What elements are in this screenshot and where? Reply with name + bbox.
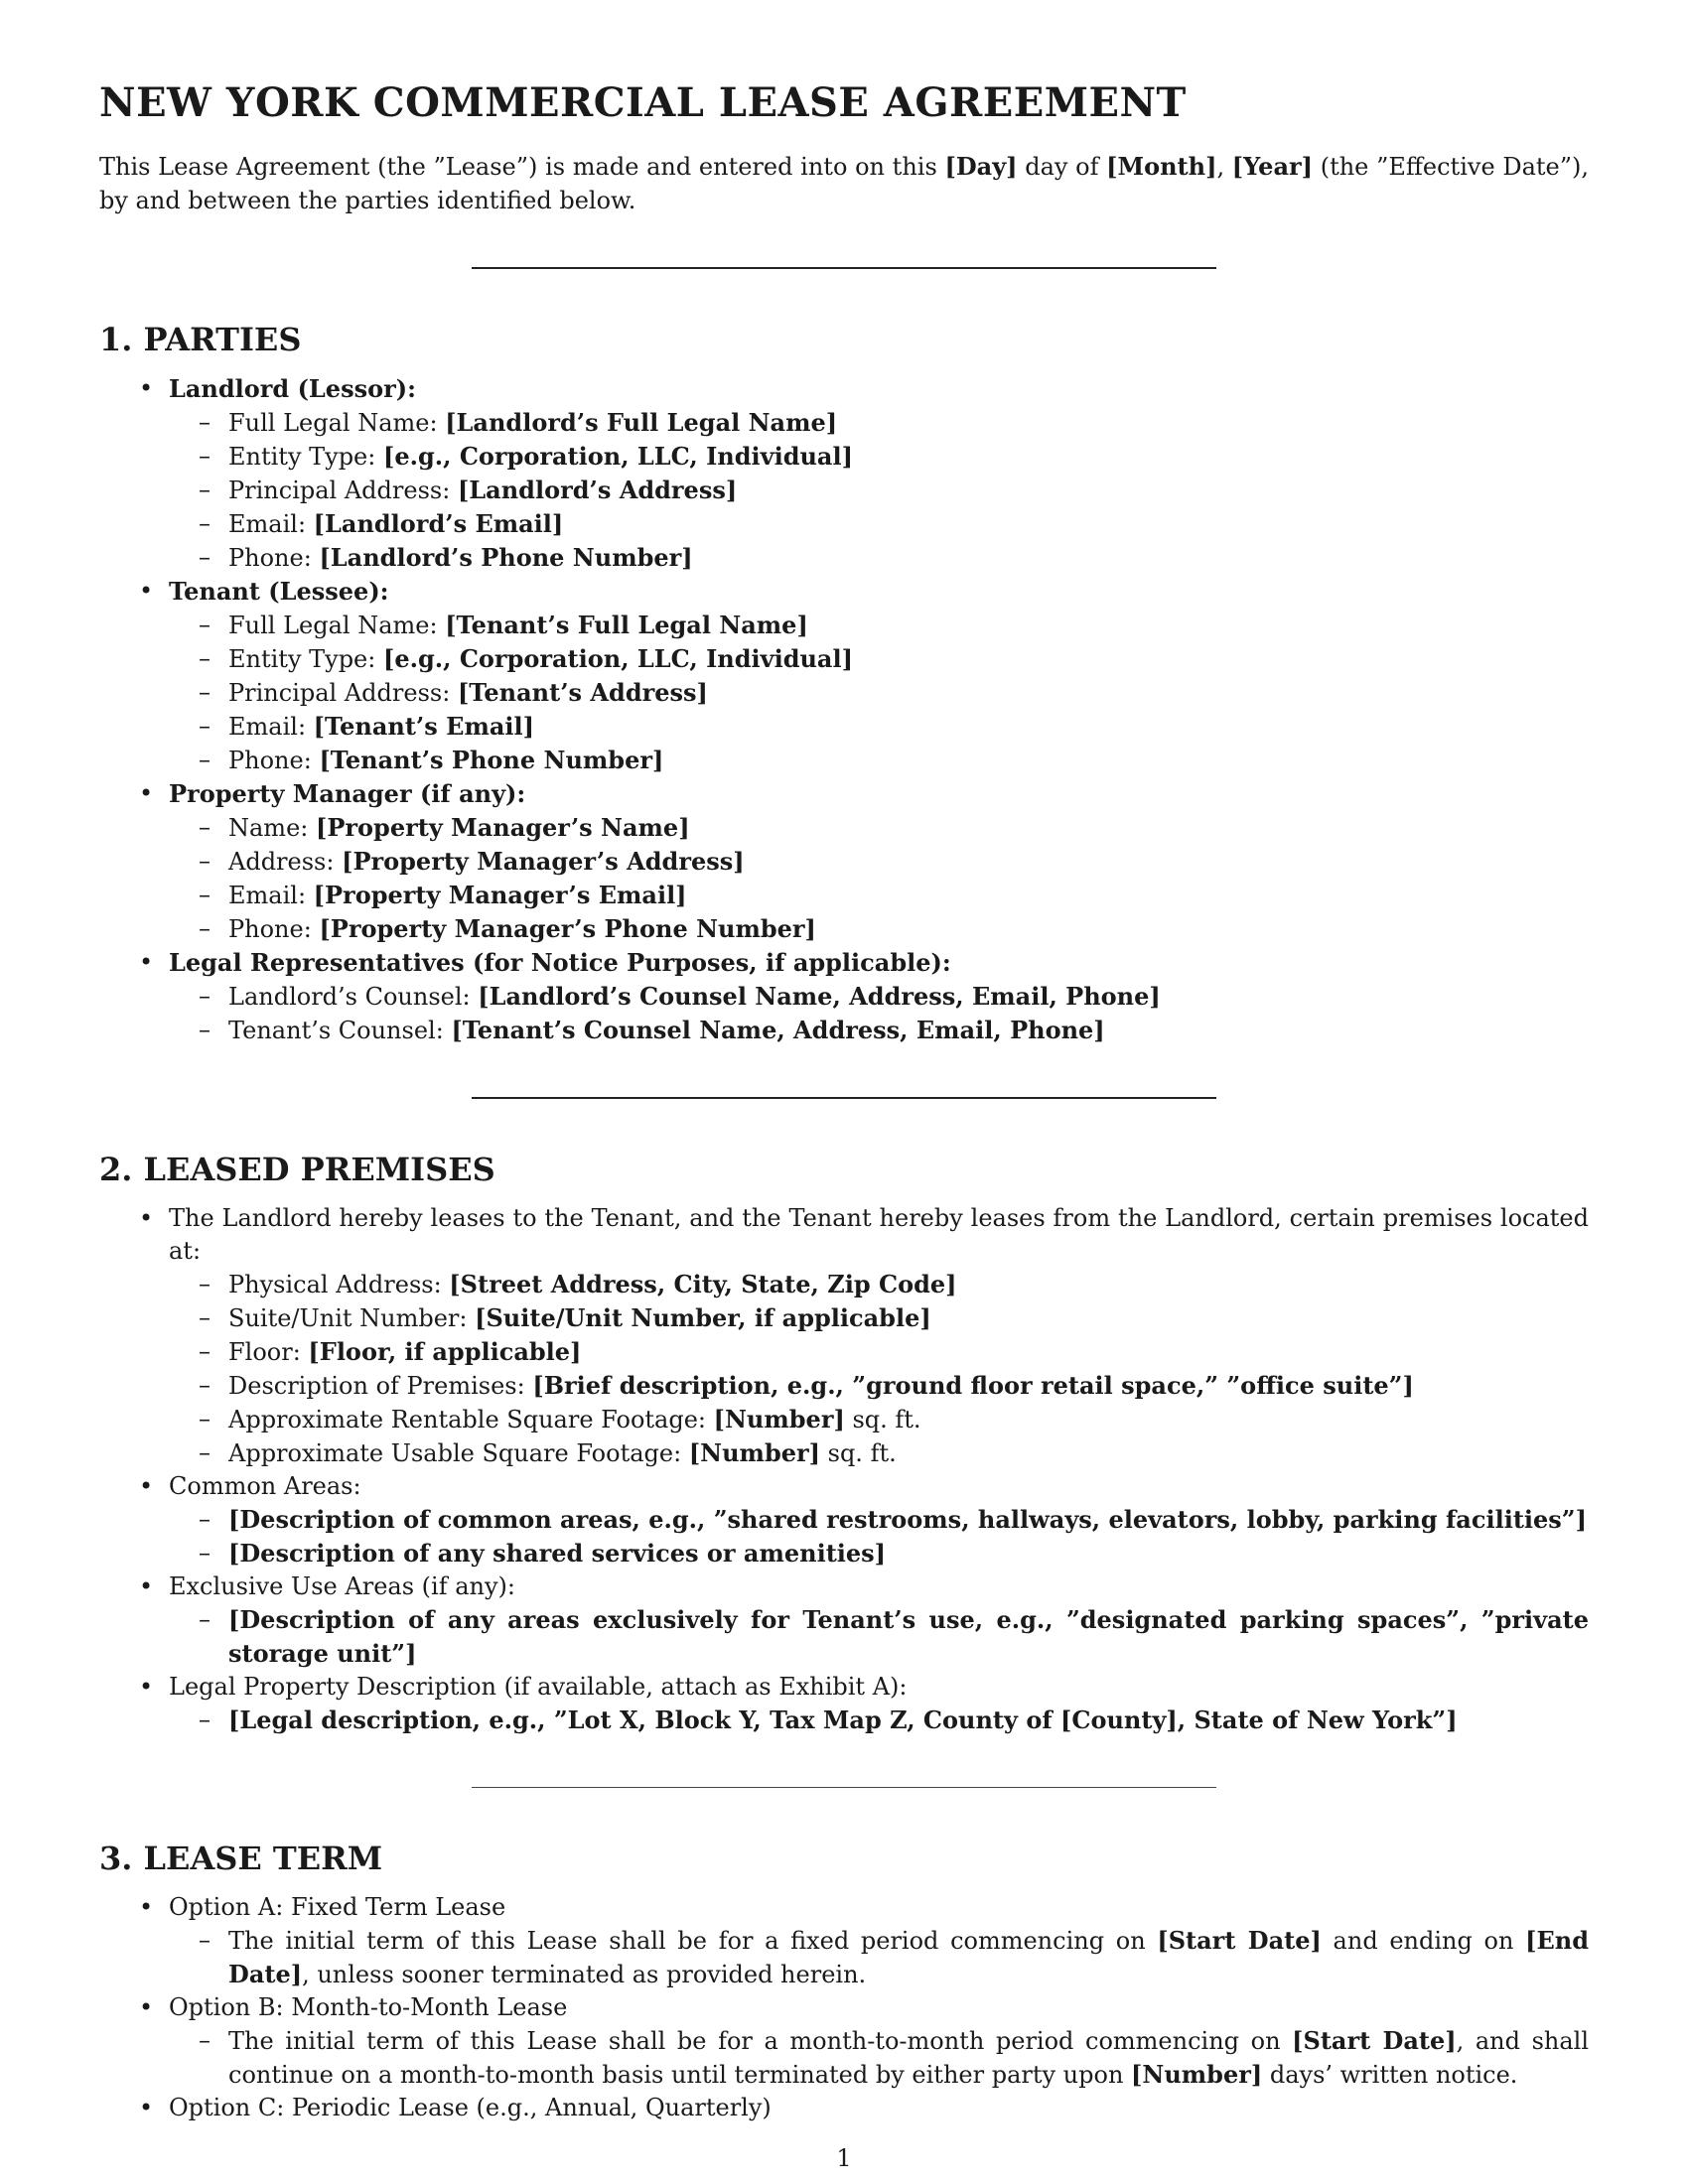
common-areas-label: Common Areas:	[169, 1472, 361, 1500]
start-date-placeholder: [Start Date]	[1157, 1926, 1322, 1955]
legal-representatives-label: Legal Representatives (for Notice Purposes, if applicable):	[169, 948, 951, 977]
section-divider	[472, 1787, 1216, 1788]
field-label: Landlord’s Counsel:	[228, 983, 479, 1011]
list-item	[169, 912, 1589, 946]
clause-text: days’ written notice.	[1262, 2061, 1518, 2089]
field-placeholder: [Description of any areas exclusively for Tenant’s use, e.g., ”designated parking spaces”, ”private storage unit”]	[228, 1605, 1589, 1668]
field-placeholder: [e.g., Corporation, LLC, Individual]	[382, 644, 853, 673]
field-placeholder: [Floor, if applicable]	[308, 1337, 582, 1366]
field-placeholder: [Number]	[688, 1438, 820, 1467]
field-label: Physical Address:	[228, 1271, 450, 1298]
option-b-label: Option B: Month-to-Month Lease	[169, 1993, 568, 2021]
document-title: NEW YORK COMMERCIAL LEASE AGREEMENT	[99, 79, 1187, 126]
list-item	[169, 845, 1589, 879]
option-c-label: Option C: Periodic Lease (e.g., Annual, Quarterly)	[169, 2094, 772, 2121]
field-placeholder: [Legal description, e.g., ”Lot X, Block Y, Tax Map Z, County of [County], State of New York”]	[228, 1706, 1458, 1734]
end-date-placeholder: [End Date]	[228, 1926, 1590, 1988]
exclusive-use-details	[169, 1603, 1589, 1671]
field-label: Email:	[228, 882, 314, 909]
list-item	[169, 1301, 1589, 1335]
lease-term-list	[99, 1891, 1589, 2124]
field-placeholder: [Landlord’s Email]	[313, 509, 564, 538]
field-unit: sq. ft.	[820, 1439, 897, 1467]
field-placeholder: [Property Manager’s Phone Number]	[319, 914, 816, 943]
field-label: Description of Premises:	[228, 1372, 533, 1400]
field-placeholder: [Description of any shared services or amenities]	[228, 1539, 887, 1568]
intro-paragraph	[99, 150, 1589, 217]
tenant-label: Tenant (Lessee):	[169, 577, 389, 606]
field-label: Principal Address:	[228, 679, 458, 707]
list-item	[169, 1436, 1589, 1470]
field-label: Approximate Usable Square Footage:	[228, 1439, 689, 1467]
section-divider	[472, 267, 1216, 269]
field-label: Email:	[228, 713, 314, 741]
list-item	[169, 507, 1589, 541]
day-placeholder: [Day]	[944, 152, 1018, 181]
field-placeholder: [Tenant’s Full Legal Name]	[445, 611, 808, 639]
list-item	[169, 1503, 1589, 1537]
intro-text: ,	[1216, 153, 1232, 181]
premises-details	[169, 1268, 1589, 1470]
clause-text: , unless sooner terminated as provided herein.	[302, 1961, 867, 1988]
month-placeholder: [Month]	[1106, 152, 1217, 181]
field-placeholder: [Tenant’s Counsel Name, Address, Email, Phone]	[451, 1016, 1105, 1044]
list-item	[169, 811, 1589, 845]
field-label: Approximate Rentable Square Footage:	[228, 1406, 714, 1433]
tenant-details	[169, 609, 1589, 777]
property-manager-details	[169, 811, 1589, 946]
list-item	[169, 744, 1589, 777]
list-item	[169, 474, 1589, 507]
property-manager-label: Property Manager (if any):	[169, 779, 526, 808]
list-item	[169, 609, 1589, 642]
intro-text: (the ”Effective Date”), by and between the parties identified below.	[99, 153, 1589, 214]
field-label: Entity Type:	[228, 443, 383, 471]
start-date-placeholder: [Start Date]	[1292, 2026, 1457, 2055]
field-unit: sq. ft.	[844, 1406, 921, 1433]
page-number: 1	[836, 2144, 852, 2172]
field-placeholder: [e.g., Corporation, LLC, Individual]	[382, 442, 853, 471]
field-placeholder: [Property Manager’s Email]	[313, 881, 687, 909]
field-label: Email:	[228, 510, 314, 538]
list-item	[169, 1603, 1589, 1671]
legal-description-details	[169, 1704, 1589, 1737]
legal-representatives-item	[99, 946, 1589, 1047]
field-label: Phone:	[228, 915, 320, 943]
field-placeholder: [Tenant’s Email]	[313, 712, 534, 741]
document-page	[99, 79, 1589, 2124]
field-placeholder: [Property Manager’s Name]	[315, 813, 690, 842]
intro-text: This Lease Agreement (the ”Lease”) is made and entered into on this	[99, 153, 945, 181]
tenant-item	[99, 575, 1589, 777]
list-item	[169, 642, 1589, 676]
field-placeholder: [Property Manager’s Address]	[342, 847, 745, 876]
field-placeholder: [Tenant’s Phone Number]	[319, 746, 664, 774]
legal-representatives-details	[169, 980, 1589, 1047]
field-label: Address:	[228, 848, 343, 876]
field-label: Floor:	[228, 1338, 309, 1366]
field-placeholder: [Brief description, e.g., ”ground floor retail space,” ”office suite”]	[532, 1371, 1414, 1400]
clause-text: and ending on	[1321, 1927, 1526, 1955]
field-label: Tenant’s Counsel:	[228, 1017, 452, 1044]
list-item	[169, 1268, 1589, 1301]
common-areas-details	[169, 1503, 1589, 1570]
field-label: Principal Address:	[228, 477, 458, 504]
section-heading-parties: 1. PARTIES	[99, 321, 302, 358]
landlord-details	[169, 406, 1589, 575]
list-item	[169, 980, 1589, 1014]
field-label: Suite/Unit Number:	[228, 1304, 476, 1332]
list-item	[169, 406, 1589, 440]
field-label: Phone:	[228, 544, 320, 572]
landlord-item	[99, 372, 1589, 575]
section-divider	[472, 1097, 1216, 1099]
list-item	[169, 1369, 1589, 1403]
option-c-item	[99, 2092, 1589, 2124]
list-item	[169, 541, 1589, 575]
landlord-label: Landlord (Lessor):	[169, 374, 416, 403]
clause-text: , and shall continue on a month-to-month basis until terminated by either party upon	[228, 2027, 1590, 2089]
field-label: Entity Type:	[228, 645, 383, 673]
field-label: Full Legal Name:	[228, 612, 446, 639]
field-placeholder: [Landlord’s Counsel Name, Address, Email, Phone]	[478, 982, 1161, 1011]
field-placeholder: [Landlord’s Phone Number]	[319, 543, 693, 572]
exclusive-use-label: Exclusive Use Areas (if any):	[169, 1572, 515, 1600]
option-a-item	[99, 1891, 1589, 1991]
list-item	[169, 440, 1589, 474]
field-label: Phone:	[228, 747, 320, 774]
parties-list	[99, 372, 1589, 1047]
field-placeholder: [Landlord’s Full Legal Name]	[445, 408, 838, 437]
field-label: Full Legal Name:	[228, 409, 446, 437]
exclusive-use-item	[99, 1570, 1589, 1671]
list-item	[169, 1924, 1589, 1991]
list-item	[169, 1704, 1589, 1737]
section-heading-lease-term: 3. LEASE TERM	[99, 1840, 383, 1877]
list-item	[169, 1014, 1589, 1047]
section-heading-leased-premises: 2. LEASED PREMISES	[99, 1151, 495, 1188]
list-item	[169, 1537, 1589, 1570]
list-item	[169, 676, 1589, 710]
legal-description-label: Legal Property Description (if available, attach as Exhibit A):	[169, 1673, 908, 1701]
year-placeholder: [Year]	[1231, 152, 1314, 181]
option-a-label: Option A: Fixed Term Lease	[169, 1893, 506, 1921]
property-manager-item	[99, 777, 1589, 946]
list-item	[169, 1403, 1589, 1436]
legal-description-item	[99, 1671, 1589, 1737]
field-placeholder: [Tenant’s Address]	[457, 678, 708, 707]
option-a-details	[169, 1924, 1589, 1991]
premises-lead-text: The Landlord hereby leases to the Tenant, and the Tenant hereby leases from the Landlord, certain premises located at:	[169, 1204, 1589, 1265]
field-placeholder: [Landlord’s Address]	[457, 476, 738, 504]
premises-list	[99, 1202, 1589, 1737]
list-item	[169, 879, 1589, 912]
option-b-item	[99, 1991, 1589, 2092]
option-b-details	[169, 2024, 1589, 2092]
field-placeholder: [Number]	[713, 1405, 845, 1433]
intro-text: day of	[1017, 153, 1107, 181]
field-label: Name:	[228, 814, 316, 842]
clause-text: The initial term of this Lease shall be for a fixed period commencing on	[228, 1927, 1158, 1955]
common-areas-item	[99, 1470, 1589, 1570]
premises-lead-item	[99, 1202, 1589, 1470]
list-item	[169, 2024, 1589, 2092]
field-placeholder: [Street Address, City, State, Zip Code]	[449, 1270, 957, 1298]
field-placeholder: [Suite/Unit Number, if applicable]	[475, 1303, 931, 1332]
list-item	[169, 710, 1589, 744]
clause-text: The initial term of this Lease shall be for a month-to-month period commencing on	[228, 2027, 1293, 2055]
field-placeholder: [Description of common areas, e.g., ”shared restrooms, hallways, elevators, lobby, parking facilities”]	[228, 1505, 1587, 1534]
number-placeholder: [Number]	[1131, 2060, 1263, 2089]
list-item	[169, 1335, 1589, 1369]
